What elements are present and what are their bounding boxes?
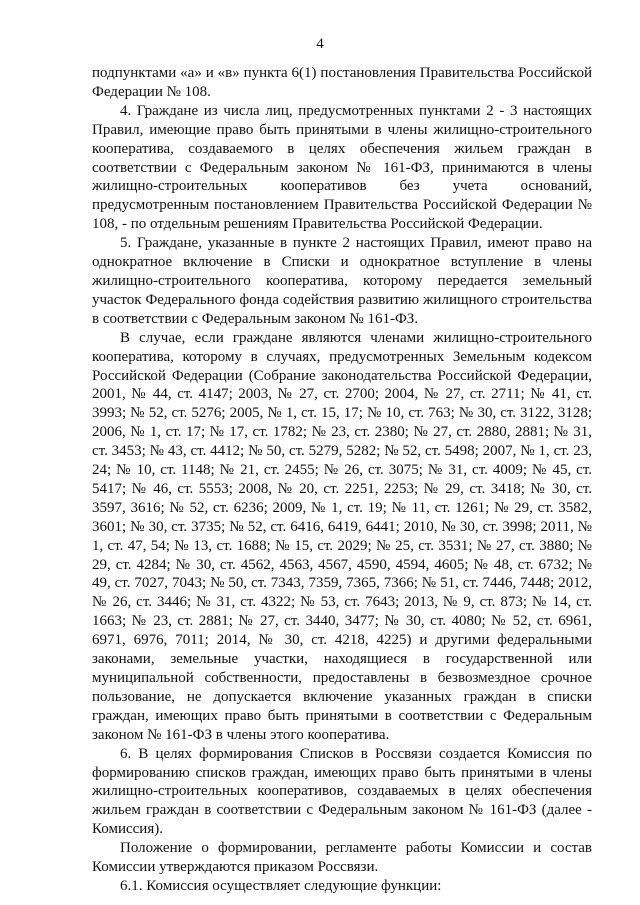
paragraph-6-1: 6.1. Комиссия осуществляет следующие функции:: [120, 877, 442, 894]
paragraph-5-exception: В случае, если граждане являются членами жилищно-строительного кооператива, которому в случаях, предусмотренных Земельным кодексом Российской Федерации (Собрание законодательства Российской Федерации, 2001, № 44, ст. 4147; 2003, № 27, ст. 2700; 2004, № 27, ст. 2711; № 41, ст. 3993; № 52, ст. 5276; 2005, № 1, ст. 15, 17; № 10, ст. 763; № 30, ст. 3122, 3128; 2006, № 1, ст. 17; № 17, ст. 1782; № 23, ст. 2380; № 27, ст. 2880, 2881; № 31, ст. 3453; № 43, ст. 4412; № 50, ст. 5279, 5282; № 52, ст. 5498; 2007, № 1, ст. 23, 24; № 10, ст. 1148; № 21, ст. 2455; № 26, ст. 3075; № 31, ст. 4009; № 45, ст. 5417; № 46, ст. 5553; 2008, № 20, ст. 2251, 2253; № 29, ст. 3418; № 30, ст. 3597, 3616; № 52, ст. 6236; 2009, № 1, ст. 19; № 11, ст. 1261; № 29, ст. 3582, 3601; № 30, ст. 3735; № 52, ст. 6416, 6419, 6441; 2010, № 30, ст. 3998; 2011, № 1, ст. 47, 54; № 13, ст. 1688; № 15, ст. 2029; № 25, ст. 3531; № 27, ст. 3880; № 29, ст. 4284; № 30, ст. 4562, 4563, 4567, 4590, 4594, 4605; № 48, ст. 6732; № 49, ст. 7027, 7043; № 50, ст. 7343, 7359, 7365, 7366; № 51, ст. 7446, 7448; 2012, № 26, ст. 3446; № 31, ст. 4322; № 53, ст. 7643; 2013, № 9, ст. 873; № 14, ст. 1663; № 23, ст. 2881; № 27, ст. 3440, 3477; № 30, ст. 4080; № 52, ст. 6961, 6971, 6976, 7011; 2014, № 30, ст. 4218, 4225) и другими федеральными законами, земельные участки, находящиеся в государственной или муниципальной собственности, предоставлены в безвозмездное срочное пользование, не допускается включение указанных граждан в списки граждан, имеющих право быть принятыми в соответствии с Федеральным законом № 161-ФЗ в члены этого кооператива.: [92, 329, 592, 743]
document-body: [92, 64, 592, 896]
paragraph-6: 6. В целях формирования Списков в Россвязи создается Комиссия по формированию списков граждан, имеющих право быть принятыми в члены жилищно-строительных кооперативов, создаваемых в целях обеспечения жильем граждан в соответствии с Федеральным законом № 161-ФЗ (далее - Комиссия).: [92, 745, 592, 838]
paragraph-6-commission: Положение о формировании, регламенте работы Комиссии и состав Комиссии утверждаются приказом Россвязи.: [92, 840, 592, 876]
paragraph-continuation: подпунктами «а» и «в» пункта 6(1) постановления Правительства Российской Федерации № 108.: [92, 65, 592, 100]
paragraph-4: 4. Граждане из числа лиц, предусмотренных пунктами 2 - 3 настоящих Правил, имеющие право быть принятыми в члены жилищно-строительного кооператива, создаваемого в целях обеспечения жильем граждан в соответствии с Федеральным законом № 161-ФЗ, принимаются в члены жилищно-строительных кооперативов без учета оснований, предусмотренным постановлением Правительства Российской Федерации № 108, - по отдельным решениям Правительства Российской Федерации.: [92, 102, 592, 233]
paragraph-5: 5. Граждане, указанные в пункте 2 настоящих Правил, имеют право на однократное включение в Списки и однократное вступление в члены жилищно-строительного кооператива, которому передается земельный участок Федерального фонда содействия развитию жилищного строительства в соответствии с Федеральным законом № 161-ФЗ.: [92, 235, 592, 327]
page-number: 4: [316, 36, 324, 52]
